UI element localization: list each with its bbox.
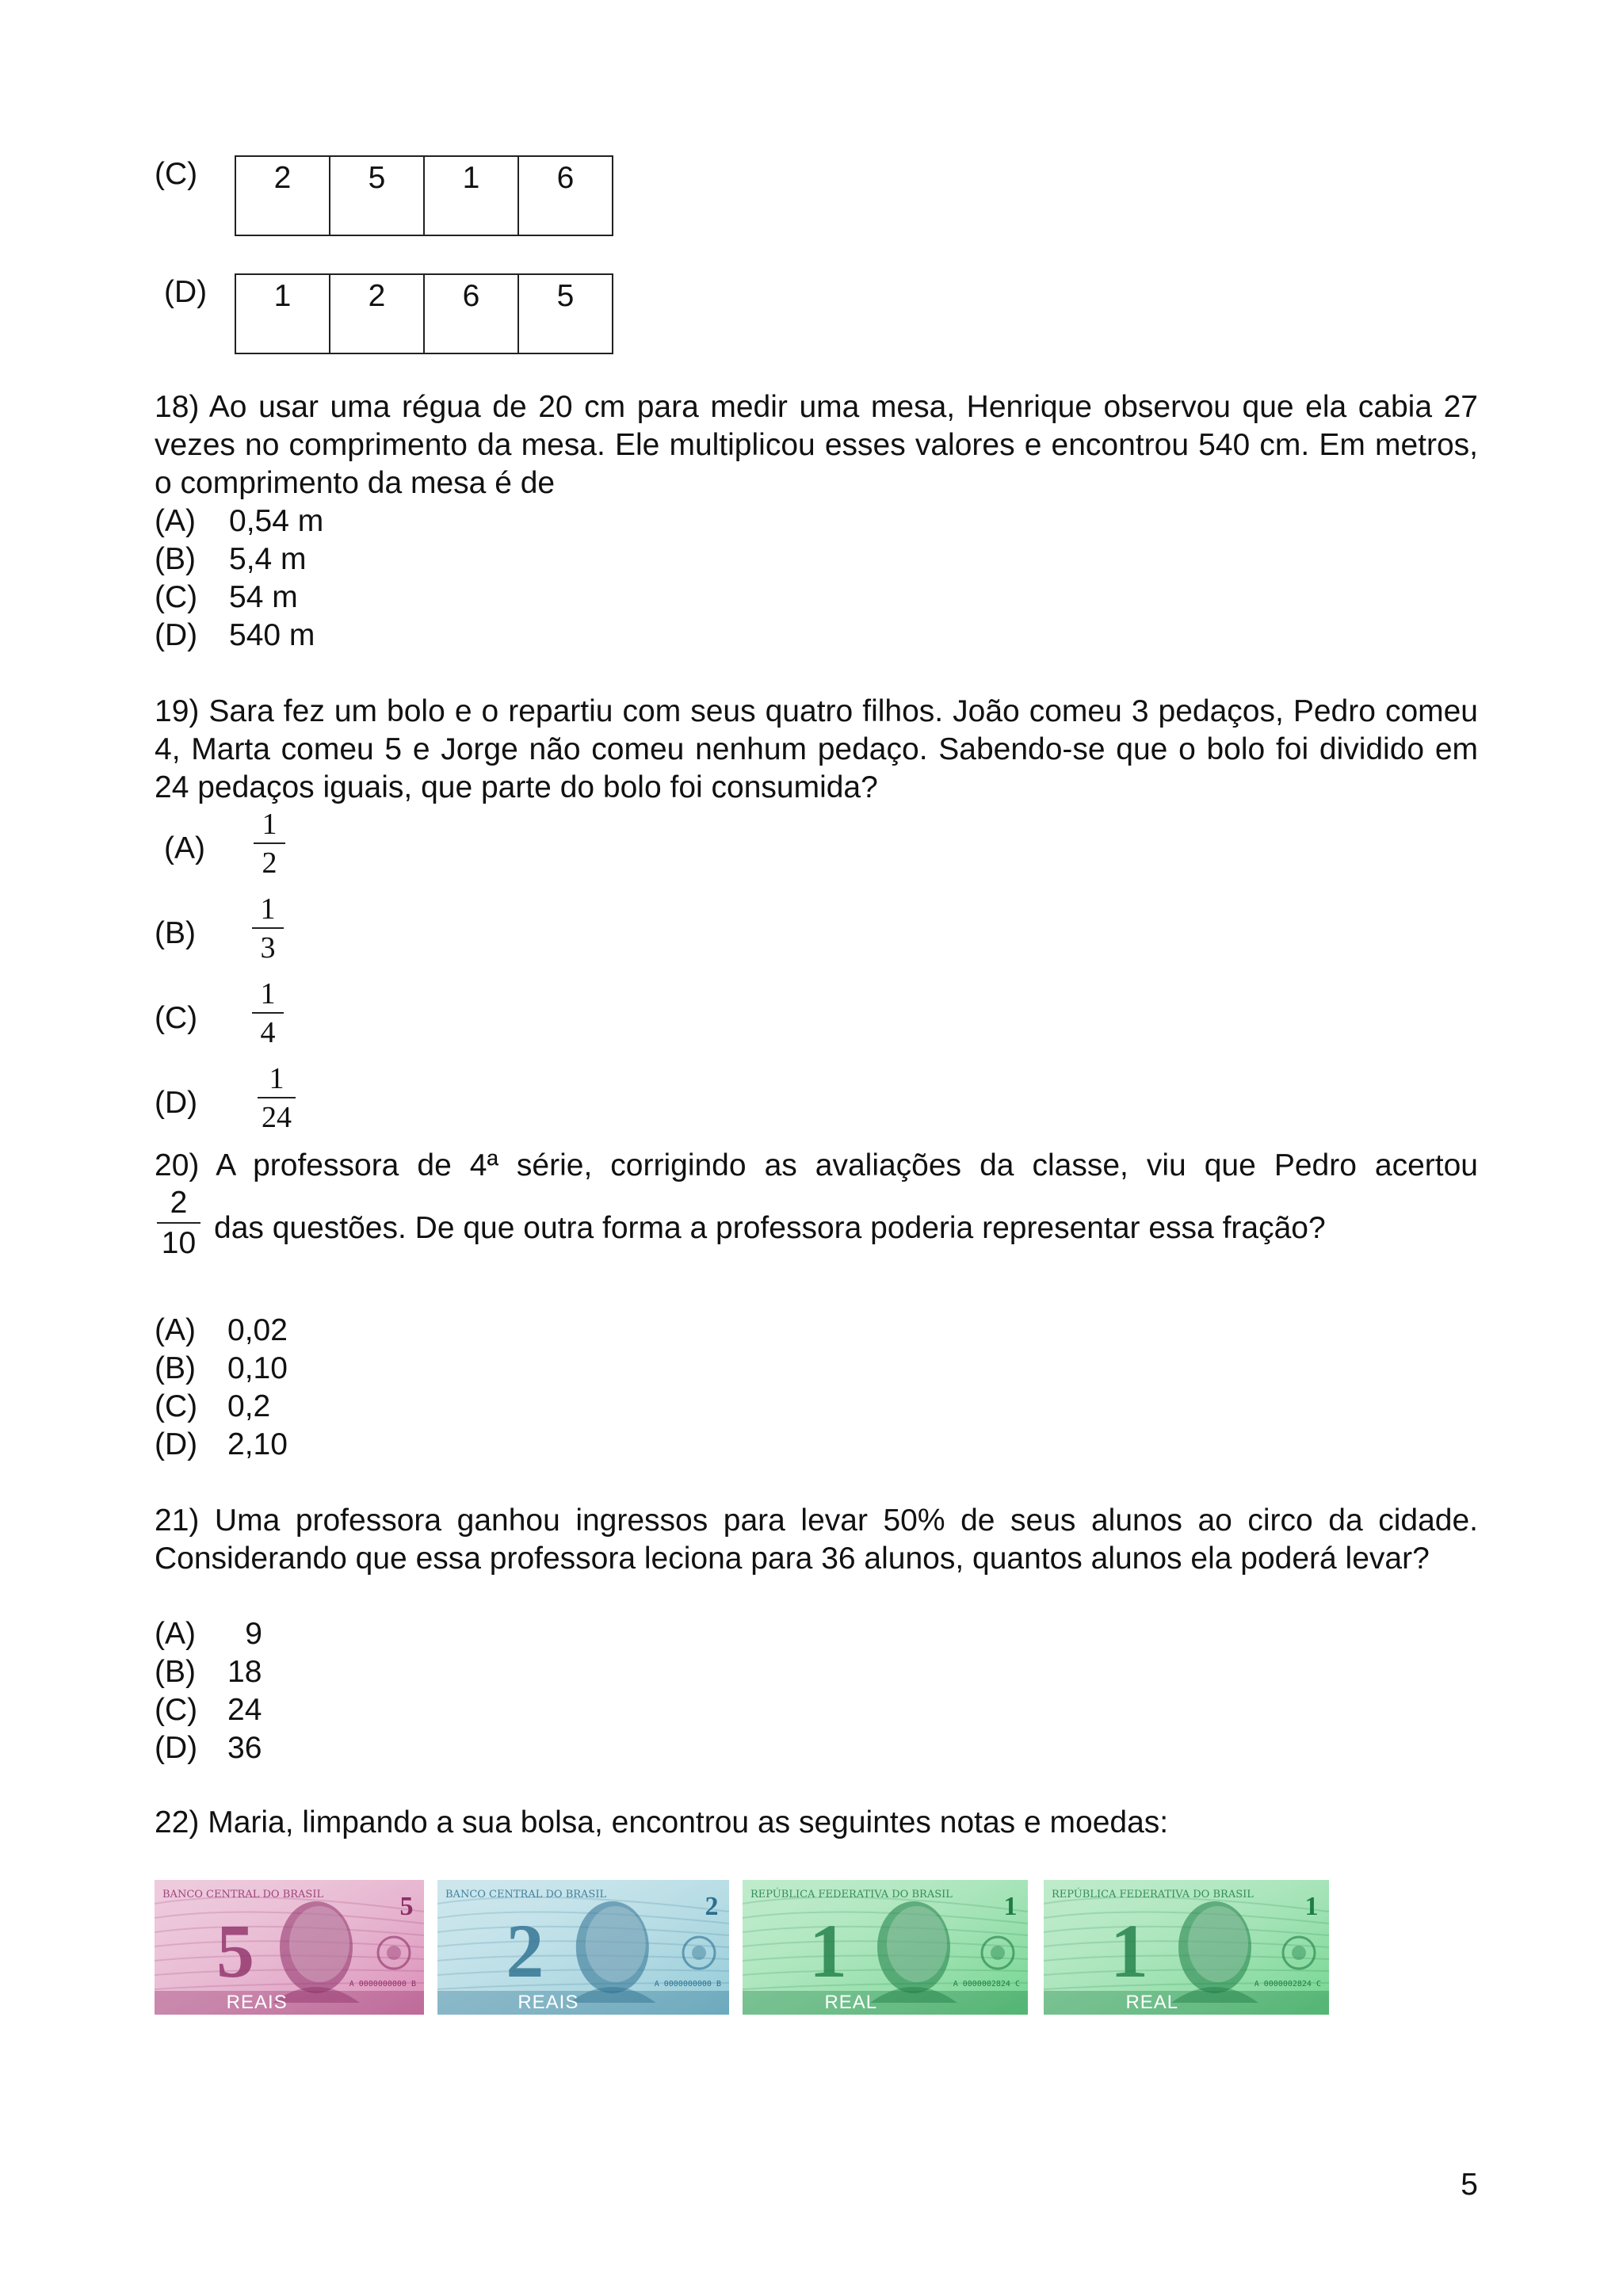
q21-option-b: (B) 18 xyxy=(155,1655,262,1689)
table-cell: 2 xyxy=(235,156,330,235)
note-word: REAL xyxy=(824,1992,878,2013)
note-corner-value: 1 xyxy=(1304,1892,1319,1921)
table-cell: 1 xyxy=(424,156,518,235)
note-value: 1 xyxy=(809,1908,847,1993)
q20-text-line1: 20) A professora de 4ª série, corrigindo as avaliações da classe, viu que Pedro acertou xyxy=(155,1148,1478,1182)
note-serial: A 0000000000 B xyxy=(349,1980,416,1988)
q20-text-line2: das questões. De que outra forma a professora poderia representar essa fração? xyxy=(214,1211,1326,1245)
page-number: 5 xyxy=(1461,2168,1478,2202)
q19-option-b-label: (B) xyxy=(155,916,196,950)
note-corner-value: 1 xyxy=(1003,1892,1018,1921)
note-serial: A 0000002824 C xyxy=(1254,1980,1321,1988)
note-word: REAL xyxy=(1125,1992,1179,2013)
q20-options xyxy=(155,1312,288,1464)
note-value: 2 xyxy=(506,1908,544,1993)
two-reais-note xyxy=(437,1880,729,2015)
one-real-note xyxy=(743,1880,1028,2015)
q18-option-d: (D) 540 m xyxy=(155,618,315,652)
table-cell: 5 xyxy=(518,274,613,353)
q21-options xyxy=(155,1615,262,1767)
note-serial: A 0000000000 B xyxy=(654,1980,721,1988)
q21-text: 21) Uma professora ganhou ingressos para levar 50% de seus alunos ao circo da cidade. Considerando que essa professora leciona para 36 alunos, quantos alunos ela poderá levar? xyxy=(155,1503,1478,1576)
q20-option-c: (C) 0,2 xyxy=(155,1389,271,1423)
note-serial: A 0000002824 C xyxy=(953,1980,1020,1988)
table-cell: 1 xyxy=(235,274,330,353)
q18-options xyxy=(155,502,323,655)
q19-option-b-fraction: 1 3 xyxy=(252,893,284,964)
q19-option-c-label: (C) xyxy=(155,1001,198,1035)
note-corner-value: 2 xyxy=(705,1892,719,1921)
q17-option-d-table xyxy=(235,273,613,354)
q18-option-b: (B) 5,4 m xyxy=(155,542,307,576)
table-cell: 2 xyxy=(330,274,424,353)
note-header: BANCO CENTRAL DO BRASIL xyxy=(445,1889,607,1901)
q19-text: 19) Sara fez um bolo e o repartiu com seus quatro filhos. João comeu 3 pedaços, Pedro comeu 4, Marta comeu 5 e Jorge não comeu nenhum pedaço. Sabendo-se que o bolo foi dividido em 24 pedaços iguais, que parte do bolo foi consumida? xyxy=(155,694,1478,804)
option-label: (D) xyxy=(164,275,208,309)
table-cell: 6 xyxy=(518,156,613,235)
q20-fraction: 2 10 xyxy=(157,1186,200,1260)
note-word: REAIS xyxy=(226,1992,288,2013)
note-value: 5 xyxy=(216,1908,254,1993)
q21-option-a: (A) 9 xyxy=(155,1617,262,1651)
q19-option-c-fraction: 1 4 xyxy=(252,978,284,1049)
q18-option-a: (A) 0,54 m xyxy=(155,504,324,538)
q19-option-d-label: (D) xyxy=(155,1086,198,1120)
q19-option-d-fraction: 1 24 xyxy=(258,1063,296,1133)
note-word: REAIS xyxy=(517,1992,579,2013)
q22-text: 22) Maria, limpando a sua bolsa, encontrou as seguintes notas e moedas: xyxy=(155,1805,1169,1839)
table-cell: 5 xyxy=(330,156,424,235)
q18-text: 18) Ao usar uma régua de 20 cm para medir uma mesa, Henrique observou que ela cabia 27 vezes no comprimento da mesa. Ele multiplicou esses valores e encontrou 540 cm. Em metros, o comprimento da mesa é de xyxy=(155,390,1478,500)
one-real-note xyxy=(1044,1880,1329,2015)
note-value: 1 xyxy=(1110,1908,1148,1993)
q18-option-c: (C) 54 m xyxy=(155,580,298,614)
note-corner-value: 5 xyxy=(399,1892,414,1921)
table-cell: 6 xyxy=(424,274,518,353)
note-header: REPÚBLICA FEDERATIVA DO BRASIL xyxy=(750,1889,953,1901)
q21-option-c: (C) 24 xyxy=(155,1693,262,1727)
five-reais-note xyxy=(155,1880,424,2015)
q21-option-d: (D) 36 xyxy=(155,1731,262,1765)
q19-option-a-fraction: 1 2 xyxy=(254,808,285,879)
note-header: BANCO CENTRAL DO BRASIL xyxy=(162,1889,324,1901)
option-label: (C) xyxy=(155,157,198,191)
note-header: REPÚBLICA FEDERATIVA DO BRASIL xyxy=(1052,1889,1254,1901)
q20-option-b: (B) 0,10 xyxy=(155,1351,288,1385)
q20-option-d: (D) 2,10 xyxy=(155,1427,288,1461)
q17-option-c-table xyxy=(235,155,613,236)
q19-option-a-label: (A) xyxy=(164,831,205,865)
q20-option-a: (A) 0,02 xyxy=(155,1313,288,1347)
